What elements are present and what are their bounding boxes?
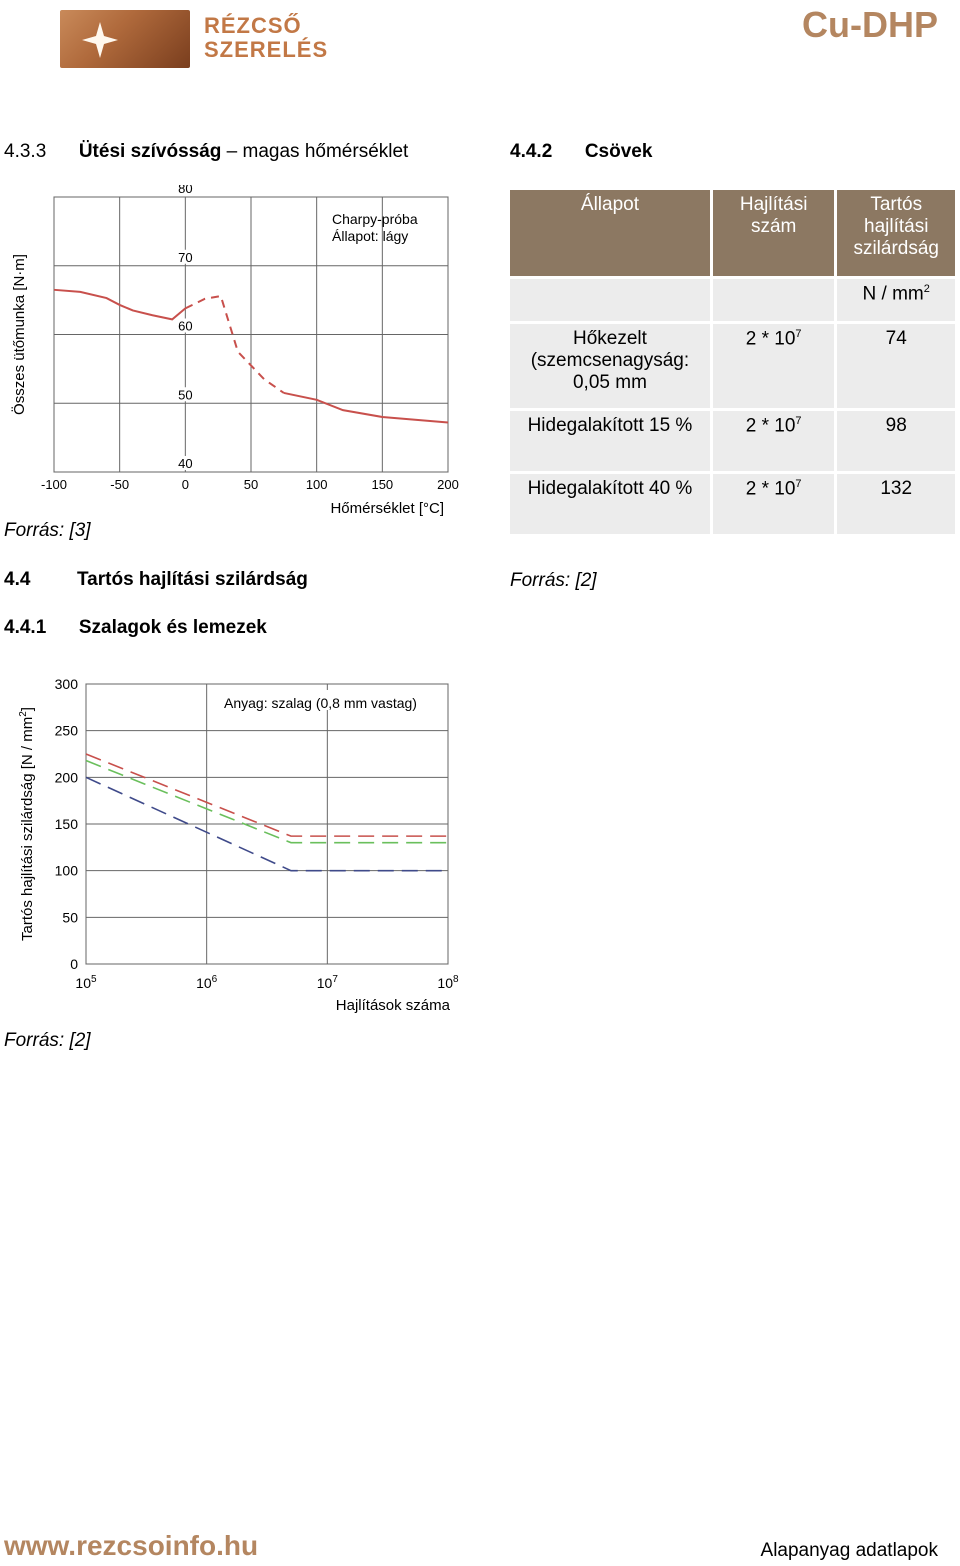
cell-cycles: $2 * 10^7$ (711, 410, 836, 473)
cell-cycles: $2 * 10^7$ (711, 323, 836, 410)
table-header-row (509, 189, 957, 278)
section-433-heading (4, 141, 408, 163)
y-tick-label: 100 (54, 862, 78, 879)
cell-state: Hidegalakított 15 % (509, 410, 712, 473)
section-title: Tartós hajlítási szilárdság (76, 569, 308, 590)
header-cell-cycles: Hajlítási szám (711, 189, 836, 278)
table-row (509, 323, 957, 410)
x-axis-label: Hajlítások száma (335, 997, 450, 1014)
table-row (509, 410, 957, 473)
cell-cycles: $2 * 10^7$ (711, 473, 836, 536)
y-tick-label: 70 (178, 249, 193, 265)
y-tick-label: 80 (178, 185, 193, 196)
y-tick-label: 40 (178, 456, 193, 471)
y-tick-label: 250 (54, 722, 78, 739)
x-tick-label: $10^5$ (75, 974, 97, 991)
section-number: 4.3.3 (4, 141, 47, 162)
source-note-441: Forrás: [2] (4, 1030, 91, 1051)
section-number: 4.4.2 (510, 141, 553, 162)
cell-state: Hidegalakított 40 % (509, 473, 712, 536)
y-tick-label: 300 (54, 676, 78, 692)
y-tick-label: 0 (70, 956, 78, 972)
x-tick-label: $10^7$ (316, 974, 338, 991)
y-tick-label: 150 (54, 816, 78, 832)
x-tick-label: $10^8$ (437, 974, 459, 991)
source-note-442: Forrás: [2] (510, 570, 597, 591)
chart-title: Anyag: szalag (0,8 mm vastag) (224, 695, 417, 711)
header-cell-state: Állapot (509, 189, 712, 278)
x-tick-label: 0 (181, 477, 189, 492)
cell-state: Hőkezelt (szemcsenagyság: 0,05 mm (509, 323, 712, 410)
footer-url: www.rezcsoinfo.hu (4, 1530, 259, 1561)
star-icon (60, 10, 190, 68)
y-tick-label: 60 (178, 318, 193, 334)
x-tick-label: -100 (40, 477, 68, 492)
section-number: 4.4.1 (4, 617, 47, 638)
logo-image (60, 10, 190, 68)
section-title-rest: – magas hőmérséklet (221, 141, 409, 162)
section-title: Szalagok és lemezek (78, 617, 267, 638)
x-tick-label: $10^6$ (196, 974, 218, 991)
tube-fatigue-table (507, 187, 958, 537)
x-tick-label: 150 (371, 477, 394, 492)
logo-text (204, 14, 328, 62)
unit-cell-strength: N / $mm^2$ (836, 278, 957, 323)
section-441-heading (4, 617, 267, 639)
section-number: 4.4 (4, 569, 31, 590)
section-44-heading (4, 569, 308, 591)
fatigue-strength-chart (0, 670, 475, 1020)
x-axis-label: Hőmérséklet [°C] (330, 500, 444, 517)
annotation-line2: Állapot: lágy (332, 228, 409, 244)
section-442-heading (510, 141, 652, 163)
y-tick-label: 50 (62, 909, 78, 926)
footer-label: Alapanyag adatlapok (760, 1540, 938, 1561)
cell-strength: 132 (836, 473, 957, 536)
y-tick-label: 200 (54, 769, 78, 786)
x-tick-label: 100 (305, 477, 328, 492)
y-axis-label: Tartós hajlítási szilárdság $[N / mm^2]$ (18, 707, 36, 941)
annotation-line1: Charpy-próba (332, 211, 418, 227)
logo-line2: SZERELÉS (204, 37, 329, 62)
x-tick-label: 50 (243, 477, 259, 492)
x-tick-label: -50 (110, 477, 130, 492)
y-axis-label: Összes ütőmunka [N·m] (11, 254, 28, 415)
section-title: Csövek (584, 141, 653, 162)
table-row (509, 473, 957, 536)
logo-line1: RÉZCSŐ (204, 13, 302, 38)
header-cell-strength: Tartós hajlítási szilárdság (836, 189, 957, 278)
unit-cell (509, 278, 712, 323)
charpy-chart (0, 185, 470, 525)
table-unit-row (509, 278, 957, 323)
section-title-bold: Ütési szívósság (78, 141, 222, 162)
cell-strength: 74 (836, 323, 957, 410)
y-tick-label: 50 (178, 387, 193, 403)
document-title: Cu-DHP (802, 4, 938, 45)
x-tick-label: 200 (437, 477, 459, 492)
unit-cell (711, 278, 836, 323)
source-note-433: Forrás: [3] (4, 520, 91, 541)
cell-strength: 98 (836, 410, 957, 473)
